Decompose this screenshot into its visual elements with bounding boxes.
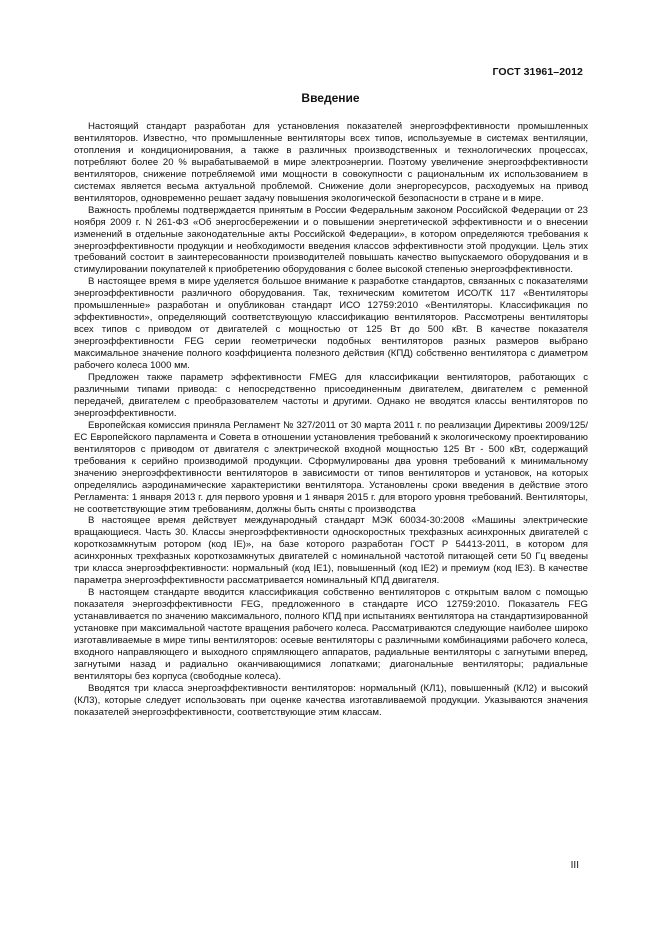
paragraph-5: Европейская комиссия приняла Регламент № 327/2011 от 30 марта 2011 г. по реализации Директивы 2009/125/ЕС Европейского парламента и Совета в отношении установления требований к экологическому проектированию вентиляторов с приводом от двигателя с электрической входной мощностью 125 Вт - 500 кВт, содержащий требования к серийно производимой продукции. Сформулированы два уровня требований к минимальному значению энергоэффективности вентиляторов в зависимости от типов вентиляторов и установок, на которых определялись аэродинамические характеристики вентилятора. Установлены сроки введения в действие этого Регламента: 1 января 2013 г. для первого уровня и 1 января 2015 г. для второго уровня требований. Вентиляторы, не соответствующие этим требованиям, должны быть сняты с производства bbox=[74, 419, 588, 515]
introduction-body bbox=[74, 121, 588, 719]
paragraph-4: Предложен также параметр эффективности FMEG для классификации вентиляторов, работающих с различными типами привода: с непосредственно присоединенным двигателем, двигателем с ременной передачей, двигателем с преобразователем частоты и другими. Однако не вводятся классы вентиляторов по энергоэффективности. bbox=[74, 372, 588, 419]
document-code: ГОСТ 31961–2012 bbox=[492, 66, 583, 78]
paragraph-7: В настоящем стандарте вводится классификация собственно вентиляторов с открытым валом с помощью показателя энергоэффективности FEG, предложенного в стандарте ИСО 12759:2010. Показатель FEG устанавливается по значению максимального, полного КПД при испытаниях вентилятора на стандартизированной установке при максимальной частоте вращения рабочего колеса. Рассматриваются следующие наиболее широко изготавливаемые в мире типы вентиляторов: осевые вентиляторы с различными комбинациями рабочего колеса, входного направляющего и выходного спрямляющего аппаратов, радиальные вентиляторы с загнутыми вперед, загнутыми назад и радиально оканчивающимися лопатками; диагональные вентиляторы; радиальные вентиляторы без корпуса (свободные колеса). bbox=[74, 587, 588, 682]
paragraph-6: В настоящее время действует международный стандарт МЭК 60034-30:2008 «Машины электрические вращающиеся. Часть 30. Классы энергоэффективности односкоростных трехфазных асинхронных двигателей с короткозамкнутым ротором (код IE)», на базе которого разработан ГОСТ Р 54413-2011, в котором для асинхронных трехфазных короткозамкнутых двигателей с номинальной частотой питающей сети 50 Гц введены три класса энергоэффективности: нормальный (код IE1), повышенный (код IE2) и премиум (код IE3). В качестве параметра энергоэффективности рассматривается номинальный КПД двигателя. bbox=[74, 515, 588, 587]
paragraph-2: Важность проблемы подтверждается принятым в России Федеральным законом Российской Федерации от 23 ноября 2009 г. N 261-ФЗ «Об энергосбережении и о повышении энергетической эффективности и о внесении изменений в отдельные законодательные акты Российской Федерации», в котором определяются требования к энергоэффективности продукции и необходимости введения классов эффективности этой продукции. Цель этих требований состоит в заинтересованности производителей повышать качество выпускаемого оборудования и в стимулировании покупателей к приобретению оборудования с более высокой степенью энергоэффективности. bbox=[74, 204, 588, 276]
section-title: Введение bbox=[301, 91, 360, 105]
page-number: III bbox=[570, 860, 579, 871]
paragraph-1: Настоящий стандарт разработан для установления показателей энергоэффективности промышленных вентиляторов. Известно, что промышленные вентиляторы всех типов, используемые в системах вентиляции, отопления и кондиционирования, а также в различных производственных и технологических процессах, потребляют более 20 % вырабатываемой в мире электроэнергии. Поэтому увеличение энергоэффективности вентиляторов, снижение потребляемой ими мощности в совокупности с рациональным их использованием в системах является весьма актуальной проблемой. Снижение доли энергоресурсов, расходуемых на привод вентиляторов, одновременно решает задачу повышения экологической безопасности в стране и в мире. bbox=[74, 121, 588, 204]
paragraph-8: Вводятся три класса энергоэффективности вентиляторов: нормальный (КЛ1), повышенный (КЛ2) и высокий (КЛ3), которые следует использовать при оценке качества изготавливаемой продукции. Указываются значения показателей энергоэффективности, соответствующие этим классам. bbox=[74, 682, 588, 718]
paragraph-3: В настоящее время в мире уделяется большое внимание к разработке стандартов, связанных с показателями энергоэффективности различного оборудования. Так, техническим комитетом ИСО/ТК 117 «Вентиляторы промышленные» разработан и опубликован стандарт ИСО 12759:2010 «Вентиляторы. Классификация по эффективности», определяющий соответствующую классификацию вентиляторов. Рассмотрены вентиляторы всех типов с приводом от двигателей с мощностью от 125 Вт до 500 кВт. В качестве показателя энергоэффективности FEG серии геометрически подобных вентиляторов разных размеров выбрано максимальное значение полного коэффициента полезного действия (КПД) собственно вентилятора с диаметром рабочего колеса 1000 мм. bbox=[74, 276, 588, 372]
